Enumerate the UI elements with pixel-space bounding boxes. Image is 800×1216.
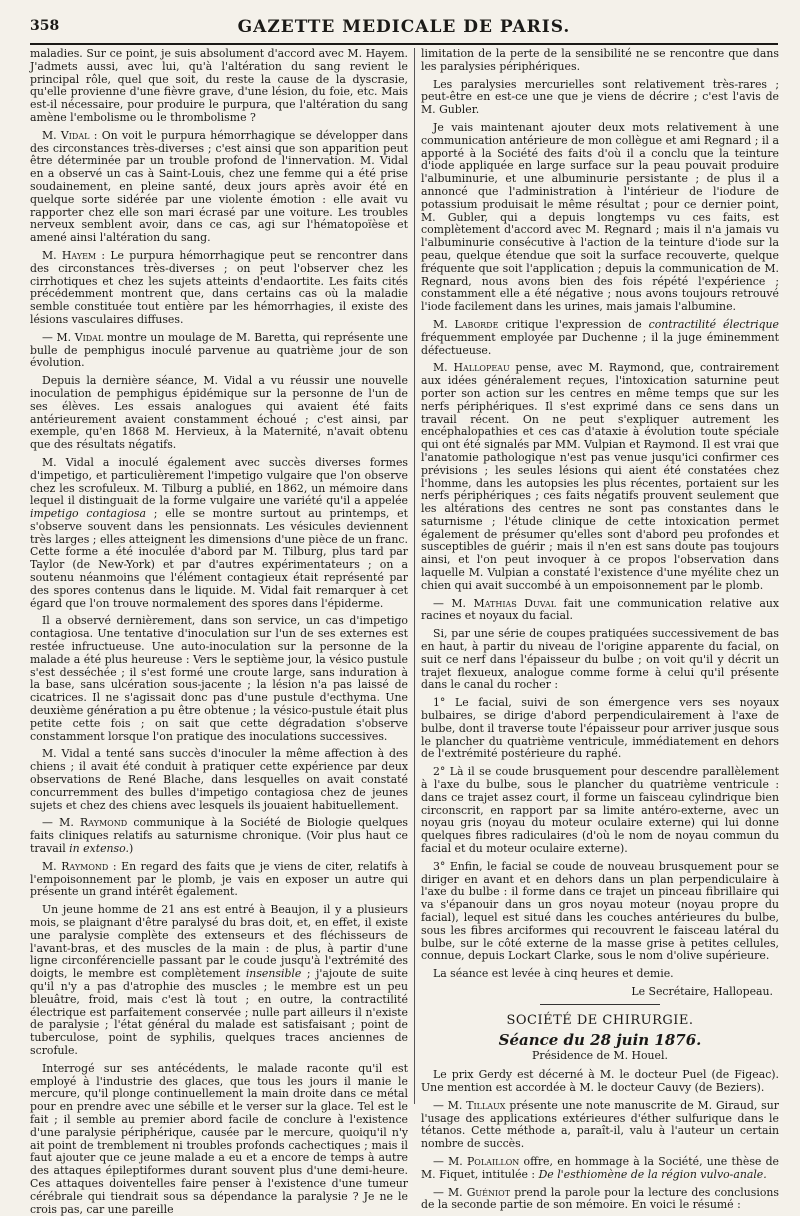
paragraph-text: montre un moulage de M. Baretta, qui représente une bulle de pemphigus inoculé parvenue au quatrième jour de son évolution. <box>30 330 408 370</box>
paragraph: Le prix Gerdy est décerné à M. le docteur Puel (de Figeac). Une mention est accordée à M. le docteur Cauvy (de Beziers). <box>421 1068 779 1094</box>
session-heading: Séance du 28 juin 1876. <box>498 1030 702 1049</box>
speaker: M. Hayem <box>42 248 97 262</box>
journal-title: GAZETTE MEDICALE DE PARIS. <box>237 17 571 37</box>
paragraph <box>30 861 408 899</box>
paragraph-text: ; j'ajoute de suite qu'il n'y a pas d'atrophie des muscles ; le membre est un peu bleuâtre, froid, mais c'est là tout ; en outre, la contractilité électrique est parfaitement conservée ; nulle part ailleurs il n'existe de paralysie ; l'état général du malade est satisfaisant ; point de tuberculose, point de syphilis, quelques traces anciennes de scrofule. <box>30 967 408 1057</box>
speaker: M. Vidal <box>42 128 90 142</box>
emphasis: impetigo contagiosa <box>30 507 147 521</box>
paragraph <box>30 904 408 1058</box>
paragraph: 1° Le facial, suivi de son émergence vers ses noyaux bulbaires, se dirige d'abord perpendiculairement à l'axe de bulbe, dont il traverse toute l'épaisseur pour arriver jusque sous le plancher du quatrième ventricule, immédiatement en dehors de l'extrémité postérieure du raphé. <box>421 696 779 761</box>
paragraph: 2° Là il se coude brusquement pour descendre parallèlement à l'axe du bulbe, sous le plancher du quatrième ventricule : dans ce trajet assez court, il forme un faisceau cylindrique bien circonscrit, en rapport par sa limite antéro-externe, avec un noyau gris (noyau du moteur oculaire externe) qui lui donne quelques fibres radiculaires (d'où le nom de noyau commun du facial et du moteur oculaire externe). <box>421 765 779 856</box>
emphasis: insensible <box>245 967 302 981</box>
paragraph: limitation de la perte de la sensibilité ne se rencontre que dans les paralysies périphériques. <box>421 47 779 73</box>
emphasis: contractilité électrique <box>648 317 779 331</box>
paragraph-text: fait une communication relative aux racines et noyaux du facial. <box>421 596 779 623</box>
speaker: M. Raymond <box>42 859 109 873</box>
paragraph: 3° Enfin, le facial se coude de nouveau brusquement pour se diriger en avant et en dehors dans un plan perpendiculaire à l'axe du bulbe : il forme dans ce trajet un pinceau fibrillaire qui va s'épanouir dans un gros noyau moteur (noyau propre du facial), lequel est situé dans les couches antérieures du bulbe, sous les fibres arciformes qui recouvrent le faisceau latéral du bulbe, sur le côté externe de la masse grise à petites cellules, connue, depuis Lockart Clarke, sous le nom d'olive supérieure. <box>421 859 779 963</box>
paragraph-text: présente une note manuscrite de M. Giraud, sur l'usage des applications extérieures d'éther sulfurique dans le tétanos. Cette méthode a, paraît-il, valu à l'auteur un certain nombre de succès. <box>421 1098 779 1151</box>
page-number: 358 <box>30 18 60 34</box>
paragraph-text: pense, avec M. Raymond, que, contrairement aux idées généralement reçues, l'intoxication saturnine peut porter son action sur les centres en même temps que sur les nerfs périphériques. Il s'est exprimé dans ce sens dans un travail récent. On ne peut s'expliquer autrement les encéphalopathies et ces cas d'ataxie à évolution toute spéciale qui ont été signalés par MM. Vulpian et Raymond. Il est vrai que l'anatomie pathologique n'est pas venue jusqu'ici confirmer ces prévisions ; les seules lésions qui aient été constatées chez l'homme, dans les autopsies les plus récentes, portaient sur les nerfs périphériques ; ces faits négatifs prouvent seulement que les altérations des centres ne sont pas constantes dans le saturnisme ; l'étude clinique de cette intoxication permet également de présumer qu'elles sont d'abord peu profondes et susceptibles de guérir ; mais il n'en est sans doute pas toujours ainsi, et l'on peut invoquer à ce propos l'observation dans laquelle M. Vulpian a constaté l'existence d'une myélite chez un chien qui avait succombé à un empoisonnement par le plomb. <box>421 361 779 592</box>
paragraph <box>421 319 779 357</box>
paragraph-text: : En regard des faits que je viens de citer, relatifs à l'empoisonnement par le plomb, je vais en exposer un autre qui présente un grand intérêt également. <box>30 859 408 899</box>
speaker: — M. Raymond <box>42 816 128 830</box>
closing-line: La séance est levée à cinq heures et demie. <box>433 967 674 981</box>
right-column <box>421 47 780 1212</box>
presidency-line: Présidence de M. Houel. <box>532 1049 668 1063</box>
paragraph: Je vais maintenant ajouter deux mots relativement à une communication antérieure de mon collègue et ami Regnard ; il a apporté à la Société des faits d'où il a conclu que la teinture d'iode appliquée en large surface sur la peau pouvait produire l'albuminurie, et une albuminurie persistante ; de plus il a annoncé que l'administration à l'intérieur de l'iodure de potassium produisait le même résultat ; pour ce dernier point, M. Gubler, qui a depuis longtemps vu ces faits, est complètement d'accord avec M. Regnard ; mais il n'a jamais vu l'albuminurie consécutive à l'action de la teinture d'iode sur la peau, quelque étendue que soit la surface recouverte, quelque fréquente que soit l'application ; depuis la communication de M. Regnard, nous avons bien des fois répété l'expérience ; constamment elle a été négative ; nous avons toujours retrouvé l'iode facilement dans les urines, mais jamais l'albumine. <box>421 120 779 314</box>
paragraph: Les paralysies mercurielles sont relativement très-rares ; peut-être en est-ce une que je viens de décrire ; c'est l'avis de M. Gubler. <box>421 77 779 117</box>
paragraph: Depuis la dernière séance, M. Vidal a vu réussir une nouvelle inoculation de pemphigus épidémique sur la personne de l'un de ses élèves. Les essais analogues qui avaient été faits antérieurement avaient constamment échoué ; c'est ainsi, par exemple, qu'en 1868 M. Hervieux, à la Maternité, n'avait obtenu que des résultats négatifs. <box>30 374 408 452</box>
paragraph: Il a observé dernièrement, dans son service, un cas d'impetigo contagiosa. Une tentative d'inoculation sur l'un de ses externes est restée infructueuse. Une auto-inoculation sur la personne de la malade a été plus heureuse : Vers le septième jour, la vésico pustule s'est desséchée ; il s'est formé une croute large, sans induration à la base, sans ulcération sous-jacente ; la lésion n'a pas laissé de cicatrices. Il ne s'agissait donc pas d'une pustule d'ecthyma. Une deuxième génération a pu être obtenue ; la vésico-pustule était plus petite cette fois ; on sait que cette dégradation s'observe constamment lorsque l'on pratique des inoculations successives. <box>30 614 408 743</box>
paragraph-text: offre, en hommage à la Société, une thèse de M. Fiquet, intitulée : <box>421 1154 780 1181</box>
speaker: — M. Vidal <box>42 330 104 344</box>
paragraph-text: communique à la Société de Biologie quelques faits cliniques relatifs au saturnisme chronique. (Voir plus haut ce travail <box>30 816 408 856</box>
paragraph: maladies. Sur ce point, je suis absolument d'accord avec M. Hayem. J'admets aussi, avec lui, qu'à l'altération du sang revient le principal rôle, quel que soit, du reste la cause de la dyscrasie, qu'elle provienne d'une fièvre grave, d'une lésion, du foie, etc. Mais est-il nécessaire, pour produire le purpura, que l'altération du sang amène l'embolisme ou le thrombolisme ? <box>30 47 408 124</box>
paragraph <box>421 362 779 592</box>
paragraph-text: : On voit le purpura hémorrhagique se développer dans des circonstances très-diverses ; c'est ainsi que son apparition peut être déterminée par un trouble profond de l'innervation. M. Vidal en a observé un cas à Saint-Louis, chez une femme qui a été prise soudainement, en pleine santé, deux jours après avoir été en quelque sorte sidérée par une violente émotion : elle avait vu rapporter chez elle son mari écrasé par une voiture. Les troubles nerveux semblent avoir, dans ce cas, agi sur l'hématopoïèse et amené ainsi l'altération du sang. <box>30 128 408 245</box>
paragraph-text: Un jeune homme de 21 ans est entré à Beaujon, il y a plusieurs mois, se plaignant d'être paralysé du bras doit, et, en effet, il existe une paralysie complète des extenseurs et des fléchisseurs de l'avant-bras, et des muscles de la main : de plus, à partir d'une ligne circonférencielle passant par le coude jusqu'à l'extrémité des doigts, le membre est complètement <box>30 903 408 981</box>
page-header <box>30 14 778 42</box>
paragraph <box>30 457 408 611</box>
speaker: M. Hallopeau <box>433 361 510 375</box>
paragraph <box>421 1187 779 1213</box>
paragraph <box>30 817 408 855</box>
paragraph <box>421 598 779 624</box>
speaker: — M. Mathias Duval <box>433 596 557 610</box>
speaker: — M. Guéniot <box>433 1185 511 1199</box>
paragraph <box>421 1156 779 1182</box>
paragraph-text: : Le purpura hémorrhagique peut se rencontrer dans des circonstances très-diverses ; on peut l'observer chez les cirrhotiques et chez les sujets atteints d'endaortite. Les faits cités précédemment montrent que, dans certains cas où la maladie semble constituée tout entière par les hémorrhagies, il existe des lésions vasculaires diffuses. <box>30 248 409 326</box>
paragraph-text: critique l'expression de <box>498 317 649 331</box>
emphasis: in extenso. <box>69 842 129 856</box>
paragraph: M. Vidal a tenté sans succès d'inoculer la même affection à des chiens ; il avait été conduit à pratiquer cette expérience par deux observations de René Blache, dans lesquelles on avait constaté concurremment des bulles d'impetigo contagiosa chez de jeunes sujets et chez des chiens avec lesquels ils jouaient habituellement. <box>30 747 408 812</box>
paragraph <box>30 130 408 245</box>
paragraph-text: ) <box>128 842 134 856</box>
paragraph <box>30 250 408 327</box>
paragraph-text: M. Vidal a inoculé également avec succès diverses formes d'impetigo, et particulièrement l'impetigo vulgaire que l'on observe chez les scrofuleux. M. Tilburg a publié, en 1862, un mémoire dans lequel il distinguait de la forme vulgaire une variété qu'il a appelée <box>30 455 408 508</box>
header-rule <box>30 43 778 45</box>
left-column <box>30 47 409 1216</box>
speaker: M. Laborde <box>433 317 499 331</box>
society-heading: SOCIÉTÉ DE CHIRURGIE. <box>506 1012 694 1028</box>
paragraph-text: prend la parole pour la lecture des conclusions de la seconde partie de son mémoire. En voici le résumé : <box>421 1185 780 1212</box>
speaker: — M. Tillaux <box>433 1098 506 1112</box>
signature: Le Secrétaire, Hallopeau. <box>631 984 773 998</box>
paragraph-text: ; elle se montre surtout au printemps, et s'observe souvent dans les pensionnats. Les vésicules deviennent très larges ; elles atteignent les dimensions d'une pièce de un franc. Cette forme a été inoculée d'abord par M. Tilburg, plus tard par Taylor (de New-York) et par d'autres expérimentateurs ; on a soutenu néanmoins que l'élément contagieux était représenté par des spores contenus dans le liquide. M. Vidal fait remarquer à cet égard que l'on trouve normalement des spores dans l'épiderme. <box>30 507 408 610</box>
section-rule <box>540 1004 660 1005</box>
paragraph-text: fréquemment employée par Duchenne ; il la juge éminemment défectueuse. <box>421 330 779 357</box>
emphasis: De l'esthiomène de la région vulvo-anale. <box>538 1167 767 1181</box>
column-divider <box>414 48 415 1104</box>
paragraph <box>421 1100 779 1151</box>
paragraph: Interrogé sur ses antécédents, le malade raconte qu'il est employé à l'industrie des glaces, que tous les jours il manie le mercure, qu'il plonge continuellement la main droite dans ce métal pour en prendre avec une sébille et le verser sur la glace. Tel est le fait ; il semble au premier abord facile de conclure à l'existence d'une paralysie périphérique, causée par le mercure, quoiqu'il n'y ait point de tremblement ni troubles profonds cachectiques ; mais il faut ajouter que ce jeune malade a eu et a encore de temps à autre des attaques épileptiformes durant souvent plus d'une demi-heure. Ces attaques doiventelles faire penser à l'existence d'une tumeur cérébrale qui tiendrait sous sa dépendance la paralysie ? Je ne le crois pas, car une pareille <box>30 1061 408 1216</box>
paragraph: Si, par une série de coupes pratiquées successivement de bas en haut, à partir du niveau de l'origine apparente du facial, on suit ce nerf dans l'épaisseur du bulbe ; on voit qu'il y décrit un trajet flexueux, analogue comme forme à celui qu'il présente dans le canal du rocher : <box>421 627 779 692</box>
paragraph <box>30 332 408 370</box>
speaker: — M. Polaillon <box>433 1154 520 1168</box>
